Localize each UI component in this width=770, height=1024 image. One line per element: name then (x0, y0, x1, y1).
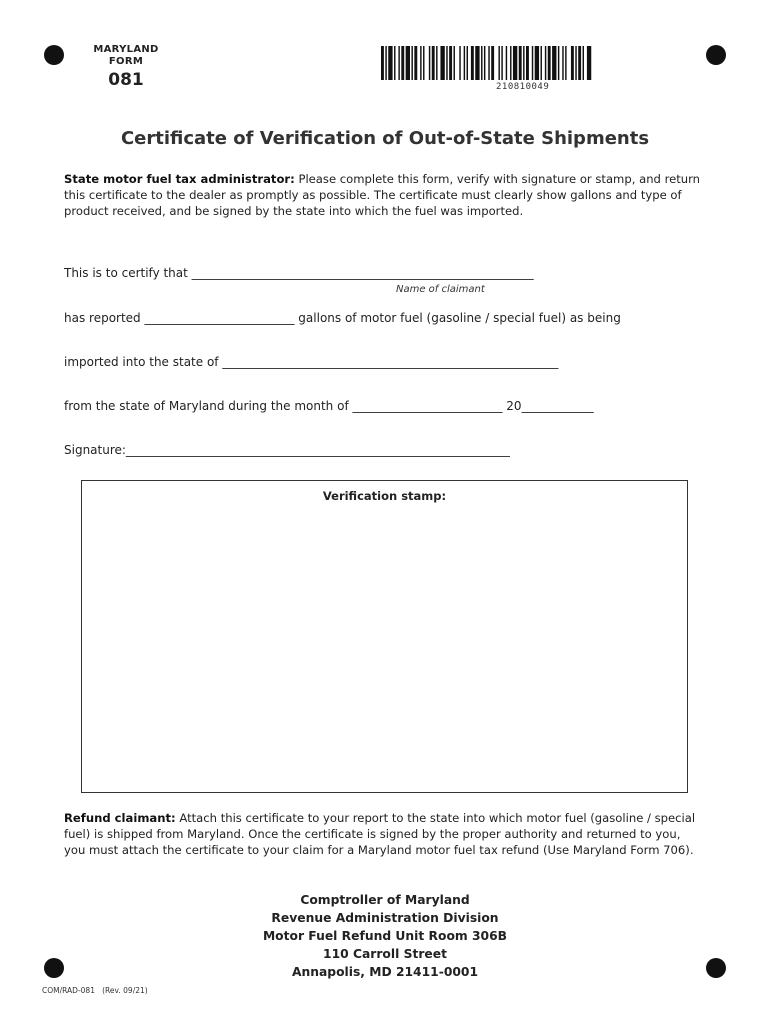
barcode-bar (471, 46, 474, 80)
address-line-5: Annapolis, MD 21411-0001 (291, 965, 479, 979)
barcode-bar (562, 46, 563, 80)
barcode-bar (467, 46, 468, 80)
form-word: FORM (108, 56, 144, 67)
barcode-bar (575, 46, 576, 80)
barcode-bar (484, 46, 485, 80)
intro-text: Please complete this form, verify with signature or stamp, and return this certificate to the dealer as promptly as possible. The certificate must clearly show gallons and type of product received, and be signed by the state into which the fuel was imported. (64, 172, 701, 218)
barcode-bar (565, 46, 566, 80)
refund-lead: Refund claimant: (64, 811, 176, 825)
barcode-bar (571, 46, 574, 80)
intro-paragraph (64, 171, 704, 219)
barcode-bar (513, 46, 517, 80)
barcode-bar (488, 46, 489, 80)
barcode-bar (398, 46, 399, 80)
address-line-2: Revenue Administration Division (271, 911, 499, 925)
barcode-bar (523, 46, 524, 80)
barcode-bar (401, 46, 404, 80)
barcode-bar (423, 46, 424, 80)
barcode-bar (464, 46, 465, 80)
form-number: 081 (108, 70, 144, 90)
barcode-bar (459, 46, 460, 80)
verification-stamp-box[interactable] (81, 480, 688, 793)
barcode-bar (519, 46, 522, 80)
barcode-bar (532, 46, 533, 80)
barcode-bar (432, 46, 435, 80)
barcode-bar (506, 46, 507, 80)
barcode-number: 210810049 (496, 82, 550, 92)
barcode (381, 46, 657, 82)
refund-paragraph (64, 810, 704, 858)
barcode-bar (429, 46, 430, 80)
barcode-bar (587, 46, 591, 80)
imported-line[interactable]: imported into the state of ________________________________________________________ (64, 355, 559, 369)
refund-text: Attach this certificate to your report to the state into which motor fuel (gasoline / special fuel) is shipped from Maryland. Once the certificate is signed by the proper authority and returned to you, you must attach the certificate to your claim for a Maryland motor fuel tax refund (Use Maryland Form 706). (64, 811, 696, 857)
barcode-bar (545, 46, 546, 80)
barcode-bar (558, 46, 559, 80)
barcode-bar (411, 46, 412, 80)
claimant-caption: Name of claimant (396, 284, 485, 295)
signature-line[interactable]: Signature:________________________________________________________________ (64, 443, 510, 457)
barcode-bar (526, 46, 529, 80)
barcode-bar (583, 46, 584, 80)
registration-mark-top-left (44, 45, 64, 65)
barcode-bar (552, 46, 556, 80)
barcode-bar (388, 46, 392, 80)
barcode-bar (548, 46, 551, 80)
barcode-bar (475, 46, 479, 80)
address-line-4: 110 Carroll Street (323, 947, 447, 961)
barcode-bar (481, 46, 482, 80)
reported-line[interactable]: has reported _________________________ gallons of motor fuel (gasoline / special fuel) as being (64, 311, 621, 325)
barcode-bar (491, 46, 494, 80)
form-identifier (86, 44, 166, 90)
mailing-address (0, 891, 770, 981)
barcode-bar (578, 46, 581, 80)
month-line[interactable]: from the state of Maryland during the month of _________________________ 20____________ (64, 399, 594, 413)
intro-lead: State motor fuel tax administrator: (64, 172, 295, 186)
barcode-bar (501, 46, 502, 80)
address-line-3: Motor Fuel Refund Unit Room 306B (262, 929, 508, 943)
page-title: Certificate of Verification of Out-of-State Shipments (120, 128, 650, 149)
barcode-bar (406, 46, 410, 80)
barcode-bar (420, 46, 421, 80)
barcode-bar (414, 46, 417, 80)
barcode-bar (541, 46, 542, 80)
form-revision-code: COM/RAD-081 (Rev. 09/21) (42, 986, 148, 995)
certify-line[interactable]: This is to certify that _________________________________________________________ (64, 266, 534, 280)
barcode-bar (436, 46, 437, 80)
barcode-bar (394, 46, 395, 80)
barcode-bar (449, 46, 452, 80)
address-line-1: Comptroller of Maryland (300, 893, 470, 907)
barcode-bar (498, 46, 499, 80)
barcode-bar (535, 46, 539, 80)
barcode-bar (381, 46, 384, 80)
barcode-bar (385, 46, 386, 80)
barcode-bar (446, 46, 447, 80)
barcode-bar (454, 46, 455, 80)
barcode-bar (510, 46, 511, 80)
form-state: MARYLAND (93, 44, 159, 55)
barcode-bar (440, 46, 444, 80)
registration-mark-top-right (706, 45, 726, 65)
verification-stamp-label: Verification stamp: (322, 489, 447, 503)
